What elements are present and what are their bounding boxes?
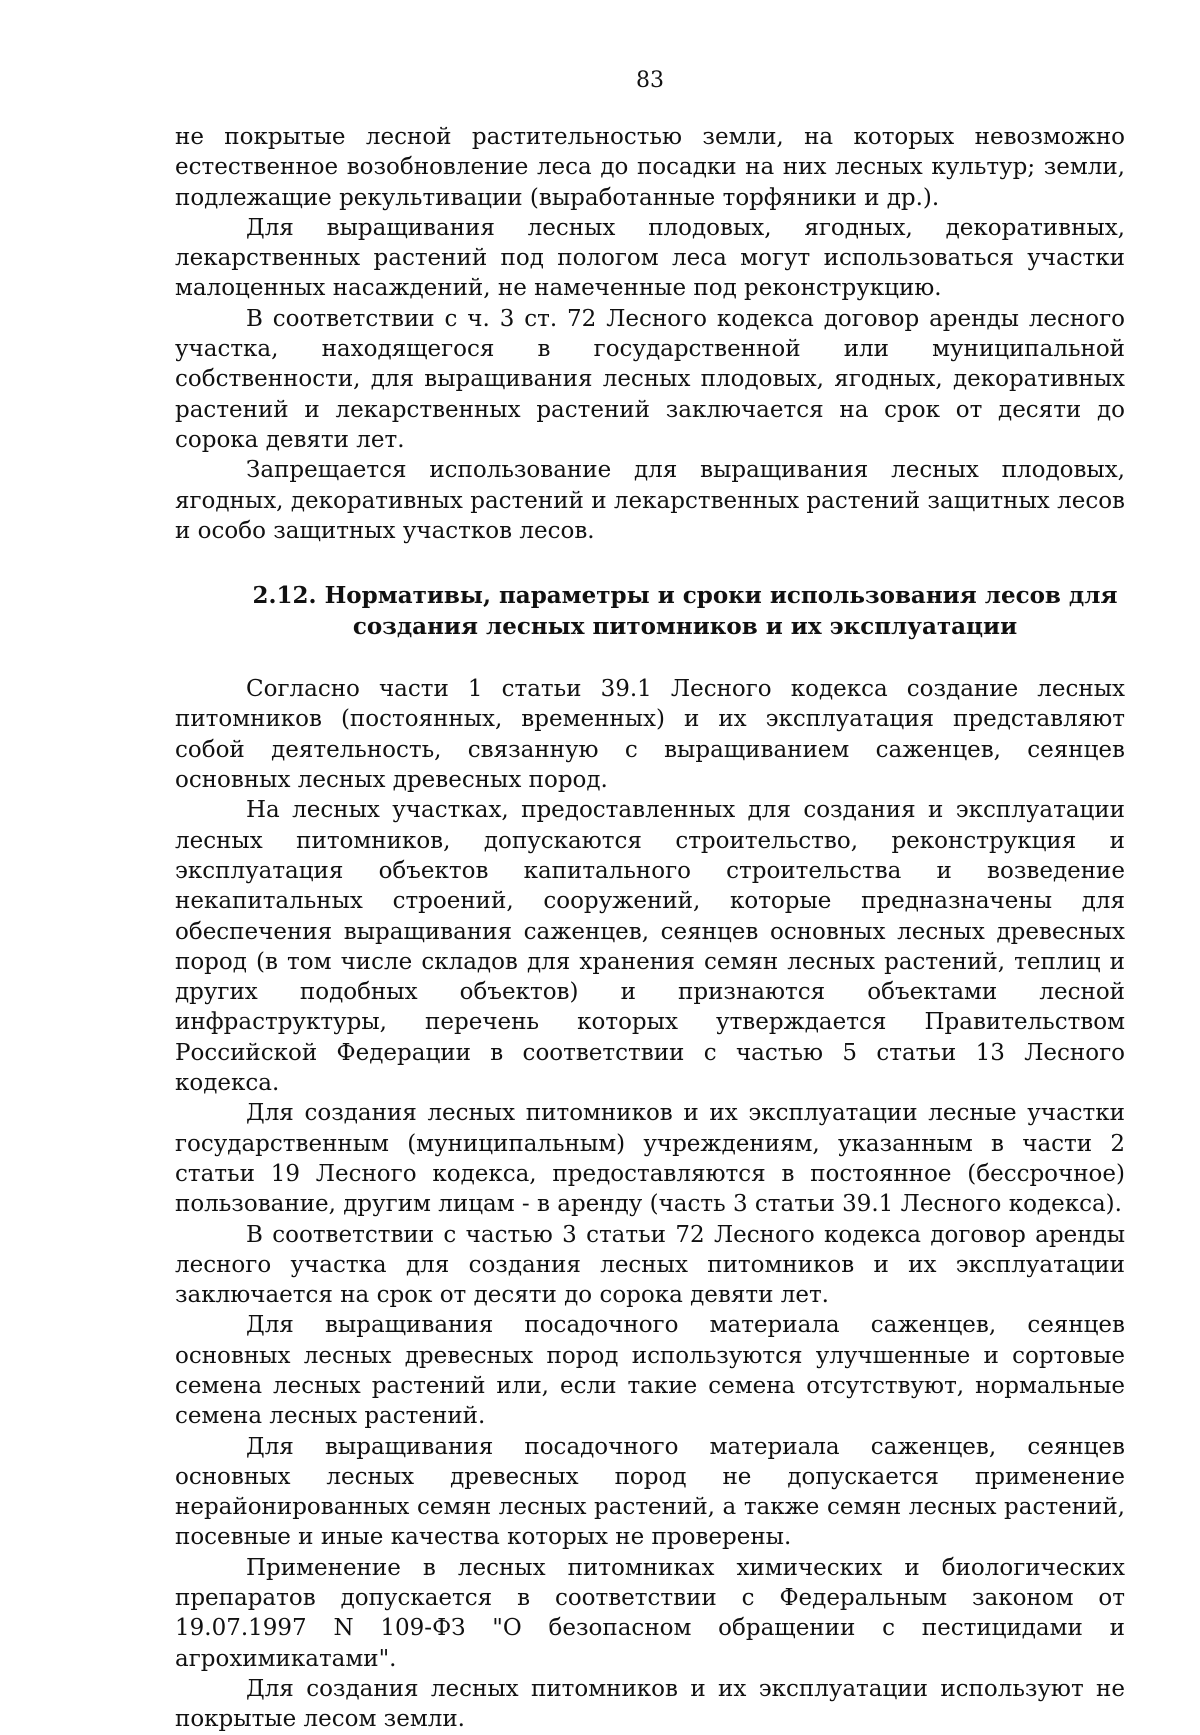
section-heading: 2.12. Нормативы, параметры и сроки использования лесов для создания лесных питомников и их эксплуатации: [252, 582, 1118, 641]
document-body: [175, 122, 1125, 1735]
paragraph: На лесных участках, предоставленных для создания и эксплуатации лесных питомников, допускаются строительство, реконструкция и эксплуатация объектов капитального строительства и возведение некапитальных строений, сооружений, которые предназначены для обеспечения выращивания саженцев, сеянцев основных лесных древесных пород (в том числе складов для хранения семян лесных растений, теплиц и других подобных объектов) и признаются объектами лесной инфраструктуры, перечень которых утверждается Правительством Российской Федерации в соответствии с частью 5 статьи 13 Лесного кодекса.: [175, 797, 1125, 1097]
paragraph: В соответствии с ч. 3 ст. 72 Лесного кодекса договор аренды лесного участка, находящегося в государственной или муниципальной собственности, для выращивания лесных плодовых, ягодных, декоративных растений и лекарственных растений заключается на срок от десяти до сорока девяти лет.: [175, 305, 1125, 453]
paragraph: Согласно части 1 статьи 39.1 Лесного кодекса создание лесных питомников (постоянных, временных) и их эксплуатация представляют собой деятельность, связанную с выращиванием саженцев, сеянцев основных лесных древесных пород.: [175, 676, 1125, 794]
page-number: 83: [636, 68, 664, 93]
paragraph: В соответствии с частью 3 статьи 72 Лесного кодекса договор аренды лесного участка для создания лесных питомников и их эксплуатации заключается на срок от десяти до сорока девяти лет.: [175, 1221, 1125, 1309]
paragraph: Для выращивания посадочного материала саженцев, сеянцев основных лесных древесных пород используются улучшенные и сортовые семена лесных растений или, если такие семена отсутствуют, нормальные семена лесных растений.: [175, 1312, 1125, 1430]
paragraph: Для создания лесных питомников и их эксплуатации лесные участки государственным (муниципальным) учреждениям, указанным в части 2 статьи 19 Лесного кодекса, предоставляются в постоянное (бессрочное) пользование, другим лицам - в аренду (часть 3 статьи 39.1 Лесного кодекса).: [175, 1100, 1125, 1218]
paragraph: Применение в лесных питомниках химических и биологических препаратов допускается в соответствии с Федеральным законом от 19.07.1997 N 109-ФЗ "О безопасном обращении с пестицидами и агрохимикатами".: [175, 1554, 1125, 1672]
paragraph: Запрещается использование для выращивания лесных плодовых, ягодных, декоративных растений и лекарственных растений защитных лесов и особо защитных участков лесов.: [175, 457, 1125, 544]
document-page: [175, 0, 1125, 1733]
paragraph: Для выращивания посадочного материала саженцев, сеянцев основных лесных древесных пород не допускается применение нерайонированных семян лесных растений, а также семян лесных растений, посевные и иные качества которых не проверены.: [175, 1433, 1125, 1551]
paragraph: Для создания лесных питомников и их эксплуатации используют не покрытые лесом земли.: [175, 1675, 1125, 1733]
paragraph: Для выращивания лесных плодовых, ягодных, декоративных, лекарственных растений под пологом леса могут использоваться участки малоценных насаждений, не намеченные под реконструкцию.: [175, 214, 1125, 302]
paragraph: не покрытые лесной растительностью земли, на которых невозможно естественное возобновление леса до посадки на них лесных культур; земли, подлежащие рекультивации (выработанные торфяники и др.).: [175, 124, 1125, 211]
